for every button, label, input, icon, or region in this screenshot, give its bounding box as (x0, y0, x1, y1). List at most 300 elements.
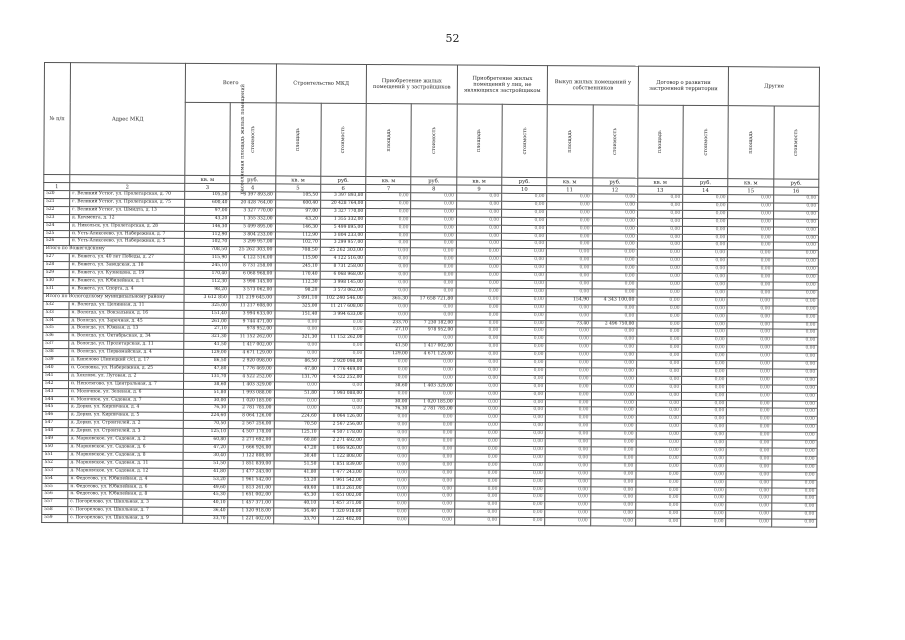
value-cell: 11 152 262,00 (229, 334, 274, 342)
value-cell: 0,00 (411, 216, 456, 224)
value-cell: 1 417 002,00 (410, 343, 455, 351)
value-cell: 45,30 (273, 492, 318, 500)
header-sub-label: площадь (566, 129, 573, 153)
row-address: д. Дорки, ул. Строителей, д. 3 (68, 428, 183, 437)
value-cell: 0,00 (364, 509, 409, 517)
value-cell: 0,00 (727, 282, 772, 290)
header-group-3: Приобретение жилых помещений у лиц, не являющихся застройщиком (457, 65, 548, 105)
value-cell: 0,00 (636, 479, 681, 487)
value-cell: 2 920 098,00 (319, 358, 364, 366)
value-cell: 0,00 (545, 518, 590, 526)
value-cell: 0,00 (591, 336, 636, 344)
value-cell: 0,00 (456, 225, 501, 233)
row-number: 535 (43, 325, 69, 333)
value-cell: 0,00 (637, 329, 682, 337)
value-cell: 1 457 371,00 (319, 501, 364, 509)
value-cell: 0,00 (772, 487, 817, 495)
value-cell: 0,00 (500, 383, 545, 391)
row-number: 552 (42, 459, 68, 467)
value-cell: 0,00 (501, 375, 546, 383)
value-cell: 3 397 893,80 (321, 192, 366, 200)
value-cell: 0,00 (773, 282, 818, 290)
value-cell: 0,00 (501, 249, 546, 257)
value-cell: 0,00 (728, 274, 773, 282)
value-cell: 0,00 (727, 290, 772, 298)
value-cell: 0,00 (456, 193, 501, 201)
header-sub-label: площадь (476, 129, 483, 153)
value-cell: 0,00 (546, 328, 591, 336)
value-cell: 0,00 (274, 405, 319, 413)
value-cell: 8 731 258,00 (230, 263, 275, 271)
value-cell: 4 122 516,00 (230, 255, 275, 263)
value-cell: 0,00 (772, 472, 817, 480)
value-cell: 0,00 (455, 359, 500, 367)
value-cell: 0,00 (590, 486, 635, 494)
header-group-6: Другие (729, 67, 820, 107)
value-cell: 0,00 (501, 288, 546, 296)
row-number: 533 (43, 309, 69, 317)
value-cell: 102,70 (275, 239, 320, 247)
value-cell: 0,00 (592, 225, 637, 233)
unit-cell: кв. м (366, 176, 411, 184)
value-cell: 0,00 (682, 289, 727, 297)
value-cell: 0,00 (773, 227, 818, 235)
value-cell: 0,00 (365, 279, 410, 287)
value-cell: 131,70 (184, 373, 229, 381)
value-cell: 0,00 (501, 225, 546, 233)
value-cell: 115,90 (184, 255, 229, 263)
value-cell: 1 221 402,00 (228, 516, 273, 524)
value-cell: 0,00 (682, 305, 727, 313)
value-cell: 0,00 (274, 397, 319, 405)
value-cell: 0,00 (320, 327, 365, 335)
value-cell: 224,60 (183, 413, 228, 421)
value-cell: 0,00 (274, 382, 319, 390)
row-number: 532 (43, 301, 69, 309)
value-cell: 0,00 (637, 273, 682, 281)
value-cell: 1 666 926,00 (319, 445, 364, 453)
value-cell: 0,00 (727, 337, 772, 345)
value-cell: 0,00 (500, 438, 545, 446)
value-cell: 0,00 (409, 454, 454, 462)
header-group-5: Договор о развитии застроенной территории (638, 66, 729, 106)
value-cell: 0,00 (410, 390, 455, 398)
value-cell: 0,00 (364, 501, 409, 509)
value-cell: 0,00 (773, 203, 818, 211)
value-cell: 0,00 (502, 201, 547, 209)
value-cell: 4 122 516,00 (320, 255, 365, 263)
row-number: 550 (42, 443, 68, 451)
value-cell: 0,00 (636, 392, 681, 400)
value-cell: 97,00 (275, 208, 320, 216)
unit-cell: руб. (411, 177, 456, 185)
value-cell: 0,00 (636, 487, 681, 495)
header-group-4: Выкуп жилых помещений у собственников (547, 66, 638, 106)
value-cell: 2 567 256,00 (229, 421, 274, 429)
value-cell: 0,00 (726, 487, 771, 495)
value-cell: 1 417 002,00 (229, 342, 274, 350)
value-cell: 0,00 (772, 385, 817, 393)
value-cell: 0,00 (364, 414, 409, 422)
value-cell: 3 573 062,00 (320, 287, 365, 295)
value-cell: 0,00 (772, 440, 817, 448)
value-cell: 0,00 (546, 265, 591, 273)
value-cell: 0,00 (637, 194, 682, 202)
value-cell: 0,00 (637, 344, 682, 352)
value-cell: 0,00 (545, 502, 590, 510)
value-cell: 0,00 (726, 511, 771, 519)
value-cell: 0,00 (591, 344, 636, 352)
value-cell: 0,00 (727, 408, 772, 416)
value-cell: 0,00 (637, 336, 682, 344)
value-cell: 30,40 (183, 452, 228, 460)
value-cell: 0,00 (773, 314, 818, 322)
value-cell: 0,00 (319, 406, 364, 414)
value-cell: 0,00 (727, 400, 772, 408)
value-cell: 0,00 (545, 470, 590, 478)
row-number: 537 (43, 341, 69, 349)
value-cell: 0,00 (771, 495, 816, 503)
value-cell: 0,00 (591, 407, 636, 415)
value-cell: 0,00 (772, 464, 817, 472)
value-cell: 0,00 (501, 359, 546, 367)
row-number: 557 (42, 499, 68, 507)
row-number: 540 (43, 364, 69, 372)
value-cell: 0,00 (500, 486, 545, 494)
value-cell: 1 961 542,00 (228, 476, 273, 484)
value-cell: 0,00 (681, 503, 726, 511)
value-cell: 0,00 (772, 424, 817, 432)
row-number: 544 (42, 396, 68, 404)
value-cell: 30,00 (365, 398, 410, 406)
value-cell: 0,00 (409, 517, 454, 525)
column-number-cell: 2 (70, 183, 185, 192)
value-cell: 3 998 145,00 (229, 279, 274, 287)
row-address: с. Погорелово, ул. Школьная, д. 7 (68, 507, 183, 516)
value-cell: 0,00 (682, 353, 727, 361)
value-cell: 0,00 (728, 258, 773, 266)
value-cell: 325,00 (275, 303, 320, 311)
value-cell: 38,60 (365, 382, 410, 390)
value-cell: 5 499 895,00 (230, 223, 275, 231)
value-cell: 0,00 (772, 456, 817, 464)
value-cell: 0,00 (681, 495, 726, 503)
row-number: 534 (43, 317, 69, 325)
value-cell: 1 666 926,00 (228, 445, 273, 453)
value-cell: 27,10 (365, 327, 410, 335)
value-cell: 0,00 (501, 351, 546, 359)
value-cell: 0,00 (636, 439, 681, 447)
value-cell: 0,00 (772, 353, 817, 361)
value-cell: 0,00 (456, 288, 501, 296)
value-cell: 0,00 (501, 296, 546, 304)
section-label: Итого по Вожегодскому (43, 246, 184, 255)
value-cell: 115,90 (275, 255, 320, 263)
value-cell: 0,00 (682, 258, 727, 266)
column-number-cell: 5 (275, 184, 320, 192)
value-cell: 4 671 129,00 (229, 350, 274, 358)
value-cell: 0,00 (546, 273, 591, 281)
value-cell: 4 522 252,00 (319, 374, 364, 382)
value-cell: 1 122 808,00 (319, 453, 364, 461)
value-cell: 0,00 (546, 368, 591, 376)
row-number: 536 (43, 333, 69, 341)
value-cell: 1 221 402,00 (319, 516, 364, 524)
section-label: Итого по Вологодскому муниципальному району (43, 293, 184, 302)
value-cell: 4 507 178,00 (319, 429, 364, 437)
value-cell: 0,00 (591, 376, 636, 384)
column-number-cell: 15 (728, 187, 773, 195)
value-cell: 0,00 (455, 478, 500, 486)
row-number: 521 (44, 198, 70, 206)
value-cell: 0,00 (455, 454, 500, 462)
value-cell: 0,00 (726, 463, 771, 471)
value-cell: 0,00 (728, 250, 773, 258)
value-cell: 0,00 (681, 408, 726, 416)
value-cell: 0,00 (726, 479, 771, 487)
value-cell: 11 152 262,00 (320, 335, 365, 343)
value-cell: 43,20 (275, 216, 320, 224)
value-cell: 7 230 182,00 (410, 319, 455, 327)
value-cell: 0,00 (319, 398, 364, 406)
value-cell: 47,20 (183, 444, 228, 452)
header-sub-label: расселяемая площадь жилых помещений (239, 83, 247, 195)
value-cell: 0,00 (545, 478, 590, 486)
row-address: п. Федотово, ул. Юбилейная, д. 8 (68, 491, 183, 500)
row-number: 558 (42, 507, 68, 515)
value-cell: 0,00 (274, 342, 319, 350)
value-cell: 151,40 (275, 311, 320, 319)
value-cell: 0,00 (455, 446, 500, 454)
value-cell: 0,00 (455, 351, 500, 359)
header-sub-6-area (728, 106, 774, 179)
row-number: 539 (43, 357, 69, 365)
value-cell: 0,00 (726, 519, 771, 527)
value-cell: 0,00 (726, 448, 771, 456)
value-cell: 261,00 (184, 318, 229, 326)
value-cell: 0,00 (772, 448, 817, 456)
value-cell: 0,00 (545, 454, 590, 462)
value-cell: 2 781 785,00 (410, 406, 455, 414)
value-cell: 0,00 (454, 517, 499, 525)
value-cell: 0,00 (636, 384, 681, 392)
value-cell: 1 020 185,00 (410, 398, 455, 406)
value-cell: 0,00 (545, 431, 590, 439)
value-cell: 0,00 (365, 311, 410, 319)
value-cell: 0,00 (545, 439, 590, 447)
row-address: п. Федотово, ул. Юбилейная, д. 4 (68, 475, 183, 484)
value-cell: 0,00 (455, 335, 500, 343)
row-address: с. Погорелово, ул. Школьная, д. 3 (68, 499, 183, 508)
value-cell: 0,00 (545, 462, 590, 470)
value-cell: 0,00 (592, 194, 637, 202)
value-cell: 40,10 (183, 500, 228, 508)
value-cell: 3 612 850 (184, 294, 229, 302)
unit-cell: руб. (321, 176, 366, 184)
value-cell: 0,00 (456, 233, 501, 241)
value-cell: 0,00 (364, 461, 409, 469)
value-cell: 0,00 (454, 509, 499, 517)
value-cell: 0,00 (592, 281, 637, 289)
value-cell: 3 994 633,00 (229, 310, 274, 318)
row-address: д. Марковское, ул. Садовая, д. 8 (68, 452, 183, 461)
value-cell: 0,00 (773, 234, 818, 242)
value-cell: 0,00 (545, 486, 590, 494)
value-cell: 0,00 (773, 219, 818, 227)
value-cell: 1 122 808,00 (228, 453, 273, 461)
value-cell: 0,00 (727, 416, 772, 424)
value-cell: 0,00 (682, 313, 727, 321)
column-number-cell: 4 (230, 184, 275, 192)
value-cell: 0,00 (727, 392, 772, 400)
value-cell: 245,10 (275, 263, 320, 271)
value-cell: 0,00 (772, 329, 817, 337)
row-address: п. Усть-Алексеево, ул. Набережная, д. 7 (69, 230, 184, 239)
value-cell: 0,00 (728, 234, 773, 242)
value-cell: 105,50 (275, 192, 320, 200)
value-cell: 2 496 750,00 (591, 320, 636, 328)
value-cell: 0,00 (365, 248, 410, 256)
value-cell: 0,00 (727, 369, 772, 377)
value-cell: 0,00 (681, 455, 726, 463)
unit-cell: руб. (502, 177, 547, 185)
value-cell: 97,00 (185, 207, 230, 215)
value-cell: 30,40 (274, 453, 319, 461)
row-address: п. Вожега, ул. Спорта, д. 4 (69, 286, 184, 295)
value-cell: 0,00 (410, 311, 455, 319)
column-number-cell: 9 (456, 185, 501, 193)
row-address: д. Кипелово (Липецкий с/с), д. 17 (69, 357, 184, 366)
header-sub-0-cost (230, 103, 276, 176)
value-cell: 0,00 (501, 272, 546, 280)
value-cell: 0,00 (456, 320, 501, 328)
value-cell: 0,00 (411, 232, 456, 240)
value-cell: 53,20 (273, 477, 318, 485)
header-address: Адрес МКД (70, 63, 186, 176)
value-cell: 0,00 (728, 195, 773, 203)
value-cell: 41,50 (184, 342, 229, 350)
value-cell: 0,00 (727, 345, 772, 353)
value-cell: 0,00 (726, 503, 771, 511)
value-cell: 0,00 (727, 377, 772, 385)
value-cell: 112,90 (184, 231, 229, 239)
value-cell: 0,00 (727, 424, 772, 432)
value-cell: 0,00 (502, 193, 547, 201)
value-cell: 0,00 (681, 400, 726, 408)
value-cell: 0,00 (637, 265, 682, 273)
value-cell: 1 403 329,00 (229, 381, 274, 389)
value-cell: 0,00 (365, 240, 410, 248)
value-cell: 0,00 (365, 264, 410, 272)
value-cell: 3 091,10 (275, 295, 320, 303)
value-cell: 0,00 (727, 297, 772, 305)
row-address: д. Хохлово, ул. Луговая, д. 2 (69, 372, 184, 381)
value-cell: 0,00 (772, 369, 817, 377)
value-cell: 1 993 088,00 (319, 390, 364, 398)
row-number: 538 (43, 349, 69, 357)
column-number-cell: 14 (683, 186, 728, 194)
header-sub-1-area (275, 103, 321, 176)
value-cell: 0,00 (772, 480, 817, 488)
column-number-cell: 6 (321, 184, 366, 192)
row-number: 546 (42, 412, 68, 420)
value-cell: 0,00 (683, 194, 728, 202)
value-cell: 1 851 839,00 (228, 460, 273, 468)
value-cell: 0,00 (455, 486, 500, 494)
value-cell: 0,00 (546, 312, 591, 320)
value-cell: 0,00 (592, 305, 637, 313)
value-cell: 2 920 098,00 (229, 358, 274, 366)
value-cell: 0,00 (410, 359, 455, 367)
row-number: 524 (43, 222, 69, 230)
header-sub-label: площадь (747, 130, 755, 154)
value-cell: 0,00 (364, 438, 409, 446)
value-cell: 0,00 (411, 248, 456, 256)
value-cell: 0,00 (411, 280, 456, 288)
value-cell: 129,00 (365, 351, 410, 359)
value-cell: 0,00 (501, 328, 546, 336)
value-cell: 0,00 (455, 422, 500, 430)
unit-cell: кв. м (185, 175, 230, 183)
value-cell: 0,00 (500, 517, 545, 525)
value-cell: 0,00 (591, 439, 636, 447)
value-cell: 0,00 (727, 440, 772, 448)
value-cell: 0,00 (682, 345, 727, 353)
value-cell: 600,40 (275, 200, 320, 208)
value-cell: 0,00 (411, 272, 456, 280)
value-cell: 0,00 (681, 424, 726, 432)
value-cell: 0,00 (683, 234, 728, 242)
column-number-cell: 13 (638, 186, 683, 194)
value-cell: 0,00 (591, 447, 636, 455)
value-cell: 0,00 (455, 367, 500, 375)
unit-cell: кв. м (728, 179, 773, 187)
row-address: п. Федотово, ул. Юбилейная, д. 6 (68, 483, 183, 492)
value-cell: 325,00 (184, 302, 229, 310)
page-number: 52 (445, 32, 460, 45)
value-cell: 0,00 (274, 350, 319, 358)
value-cell: 0,00 (637, 242, 682, 250)
value-cell: 8 064 126,00 (229, 413, 274, 421)
value-cell: 105,50 (185, 191, 230, 199)
header-sub-label: площадь (657, 130, 664, 154)
value-cell: 20 428 764,00 (320, 200, 365, 208)
row-number: 527 (43, 254, 69, 262)
value-cell: 0,00 (728, 266, 773, 274)
value-cell: 0,00 (409, 477, 454, 485)
value-cell: 0,00 (681, 471, 726, 479)
value-cell: 0,00 (366, 224, 411, 232)
value-cell: 8 731 258,00 (320, 263, 365, 271)
value-cell: 0,00 (365, 366, 410, 374)
value-cell: 1 457 371,00 (228, 500, 273, 508)
value-cell: 45,30 (183, 492, 228, 500)
value-cell: 102,70 (184, 239, 229, 247)
unit-cell: кв. м (547, 178, 592, 186)
unit-cell: руб. (592, 178, 637, 186)
value-cell: 0,00 (456, 248, 501, 256)
value-cell: 3 573 062,00 (229, 287, 274, 295)
value-cell: 0,00 (455, 399, 500, 407)
value-cell: 0,00 (682, 321, 727, 329)
value-cell: 0,00 (773, 321, 818, 329)
value-cell: 0,00 (365, 358, 410, 366)
value-cell: 0,00 (456, 304, 501, 312)
value-cell: 112,90 (275, 231, 320, 239)
value-cell: 73,40 (546, 320, 591, 328)
value-cell: 0,00 (547, 217, 592, 225)
value-cell: 0,00 (592, 202, 637, 210)
